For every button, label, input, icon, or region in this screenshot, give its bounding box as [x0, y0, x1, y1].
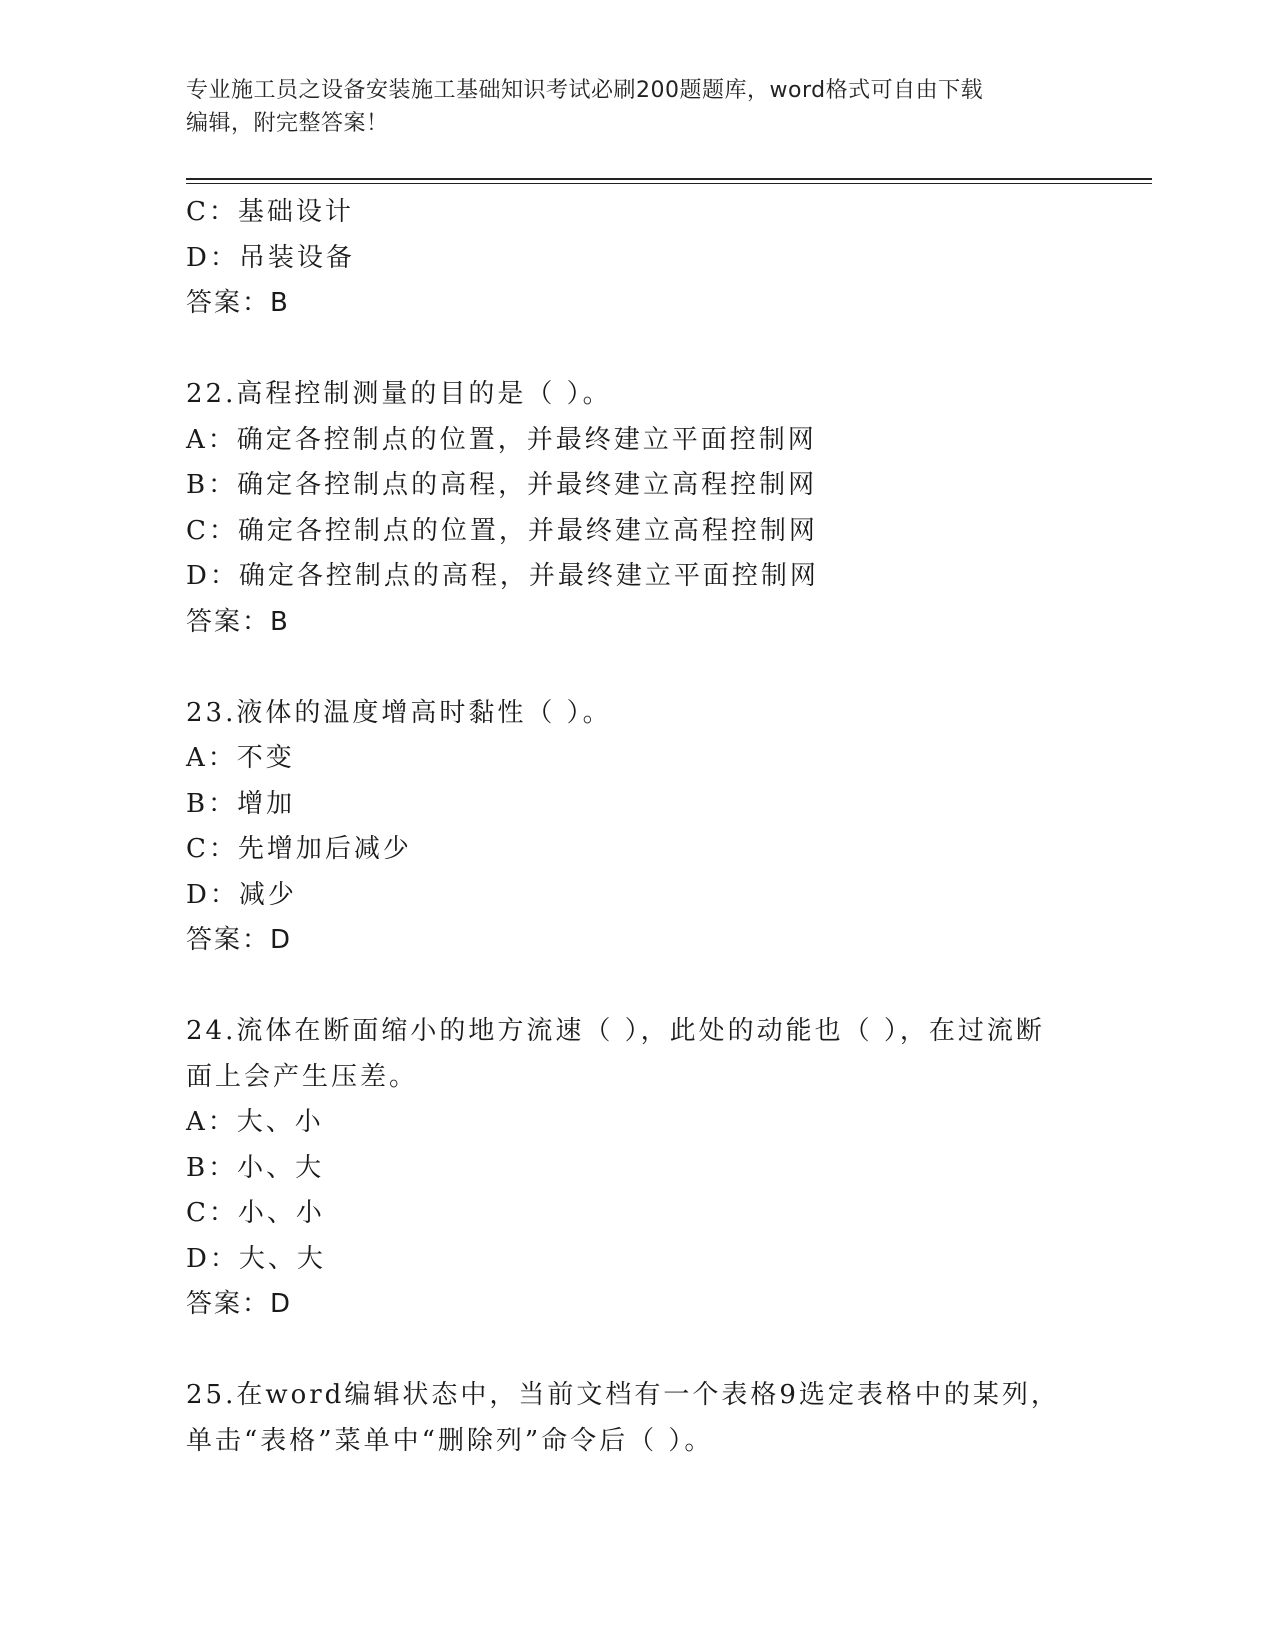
question-21-partial [186, 190, 1086, 327]
option-a: A：大、小 [186, 1107, 324, 1137]
option-b: B：确定各控制点的高程，并最终建立高程控制网 [186, 470, 818, 500]
question-24 [186, 1009, 1086, 1328]
option-a: A：确定各控制点的位置，并最终建立平面控制网 [186, 424, 817, 455]
document-header [186, 74, 1086, 140]
question-text-line-2: 单击“表格”菜单中“删除列”命令后（ ）。 [186, 1425, 714, 1456]
question-text-line-1: 25.在word编辑状态中，当前文档有一个表格9选定表格中的某列， [186, 1380, 1060, 1410]
question-list [186, 190, 1086, 1464]
option-a: A：不变 [186, 743, 295, 773]
question-text: 22.高程控制测量的目的是（ ）。 [186, 379, 612, 409]
question-text-line-2: 面上会产生压差。 [186, 1061, 419, 1092]
answer-label: 答案：D [186, 1289, 293, 1319]
question-23 [186, 691, 1086, 964]
option-b: B：增加 [186, 788, 296, 819]
spacer [186, 964, 1086, 1010]
option-d: D：减少 [186, 879, 297, 910]
header-divider-thick [186, 178, 1152, 180]
option-c: C：小、小 [186, 1198, 325, 1228]
option-c: C：基础设计 [186, 197, 354, 227]
header-divider-thin [186, 183, 1152, 184]
spacer [186, 327, 1086, 373]
header-title-line-1: 专业施工员之设备安装施工基础知识考试必刷200题题库，word格式可自由下载 [186, 78, 984, 103]
answer-label: 答案：B [186, 288, 290, 318]
option-d: D：确定各控制点的高程，并最终建立平面控制网 [186, 561, 819, 591]
spacer [186, 1328, 1086, 1374]
answer-label: 答案：B [186, 606, 290, 637]
answer-label: 答案：D [186, 925, 293, 955]
question-25 [186, 1373, 1086, 1464]
spacer [186, 645, 1086, 691]
option-b: B：小、大 [186, 1152, 325, 1183]
question-text-line-1: 24.流体在断面缩小的地方流速（ ），此处的动能也（ ），在过流断 [186, 1016, 1045, 1046]
question-text: 23.液体的温度增高时黏性（ ）。 [186, 697, 612, 728]
option-d: D：吊装设备 [186, 242, 355, 273]
option-c: C：确定各控制点的位置，并最终建立高程控制网 [186, 515, 818, 546]
header-title-line-2: 编辑，附完整答案！ [186, 111, 389, 136]
option-d: D：大、大 [186, 1243, 326, 1274]
question-22 [186, 372, 1086, 645]
option-c: C：先增加后减少 [186, 834, 412, 864]
